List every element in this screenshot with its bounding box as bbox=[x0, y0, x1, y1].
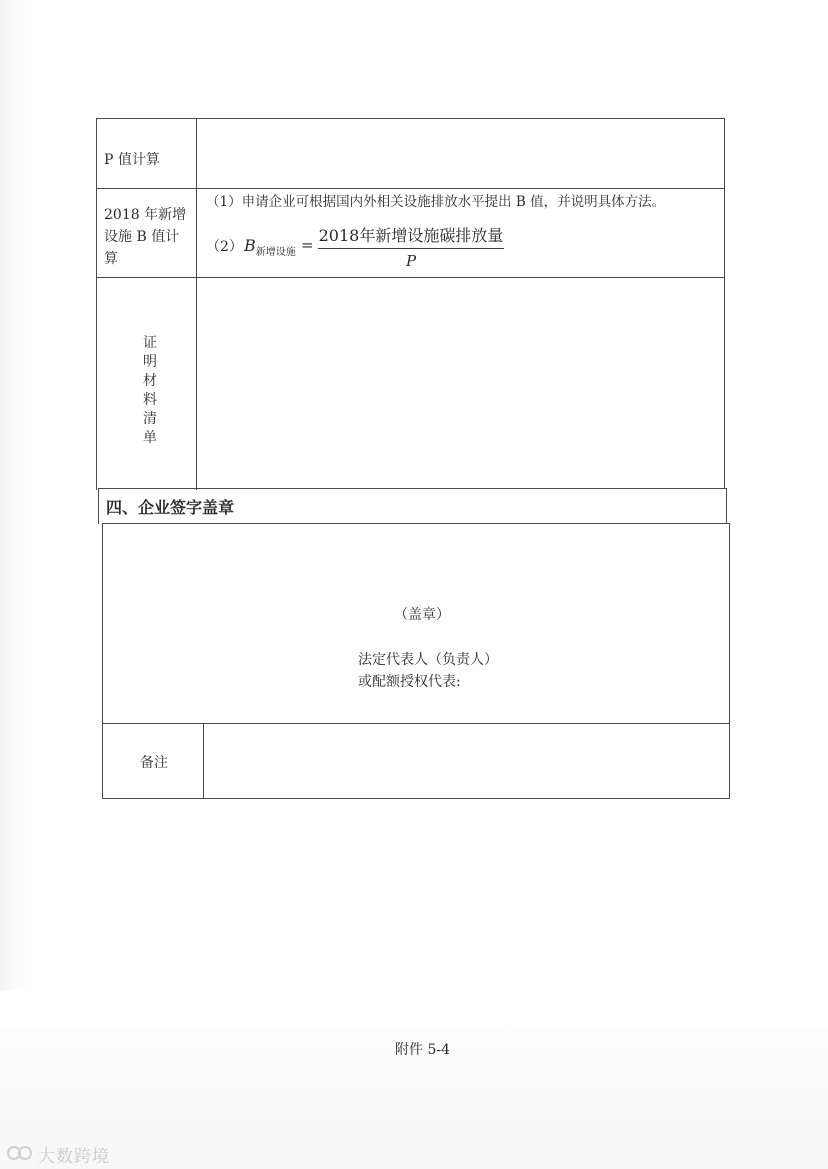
section4-title-border-left bbox=[98, 488, 99, 524]
b-value-label-line2: 设施 B 值计 bbox=[104, 229, 180, 245]
formula-denominator: P bbox=[405, 252, 417, 270]
evidence-label-char: 明 bbox=[143, 354, 157, 370]
remarks-label: 备注 bbox=[140, 755, 168, 771]
signature-border-bottom bbox=[102, 723, 730, 724]
formula-lhs bbox=[244, 236, 296, 258]
remarks-border-bottom bbox=[102, 798, 730, 799]
evidence-label-char: 证 bbox=[143, 335, 157, 351]
evidence-list-cell[interactable] bbox=[200, 282, 720, 484]
p-value-label: P 值计算 bbox=[104, 152, 160, 168]
remarks-column-divider bbox=[203, 723, 204, 799]
section4-title-border-bottom bbox=[102, 523, 730, 524]
page-background-bottom bbox=[0, 990, 828, 1169]
row-divider-1 bbox=[96, 188, 725, 189]
section4-border-top bbox=[98, 488, 727, 489]
table-column-divider bbox=[196, 118, 197, 490]
b-value-label-line3: 算 bbox=[104, 251, 118, 267]
evidence-label-char: 料 bbox=[143, 392, 157, 408]
evidence-list-label bbox=[140, 334, 160, 448]
watermark-text: 大数跨境 bbox=[38, 1147, 110, 1167]
formula-equals: = bbox=[301, 236, 314, 254]
table-border-top bbox=[96, 118, 725, 119]
seal-text: （盖章） bbox=[394, 607, 450, 623]
legal-representative-label: 法定代表人（负责人） bbox=[358, 652, 498, 668]
row-divider-2 bbox=[96, 277, 725, 278]
signature-border-left bbox=[102, 523, 103, 799]
p-value-cell[interactable] bbox=[200, 122, 720, 184]
evidence-label-char: 清 bbox=[143, 411, 157, 427]
b-value-label-line1: 2018 年新增 bbox=[104, 207, 187, 223]
formula-lhs-subscript: 新增设施 bbox=[255, 247, 296, 258]
authorized-representative-label: 或配额授权代表: bbox=[358, 674, 461, 690]
formula-lhs-var: B bbox=[244, 236, 256, 255]
remarks-cell[interactable] bbox=[208, 728, 724, 794]
evidence-label-char: 单 bbox=[143, 430, 157, 446]
section4-title: 四、企业签字盖章 bbox=[106, 498, 235, 517]
page-footer-label: 附件 5-4 bbox=[395, 1042, 450, 1058]
b-value-formula-prefix: （2） bbox=[206, 239, 243, 255]
section4-title-border-right bbox=[726, 488, 727, 524]
formula-fraction-bar bbox=[318, 248, 504, 249]
signature-border-right bbox=[729, 523, 730, 799]
formula-numerator: 2018年新增设施碳排放量 bbox=[318, 226, 504, 245]
watermark-logo-icon bbox=[6, 1143, 34, 1163]
table-border-right bbox=[724, 118, 725, 488]
table-border-left bbox=[96, 118, 97, 490]
formula-fraction bbox=[318, 226, 504, 270]
evidence-label-char: 材 bbox=[143, 373, 157, 389]
b-value-method-item: （1）申请企业可根据国内外相关设施排放水平提出 B 值，并说明具体方法。 bbox=[206, 194, 666, 210]
